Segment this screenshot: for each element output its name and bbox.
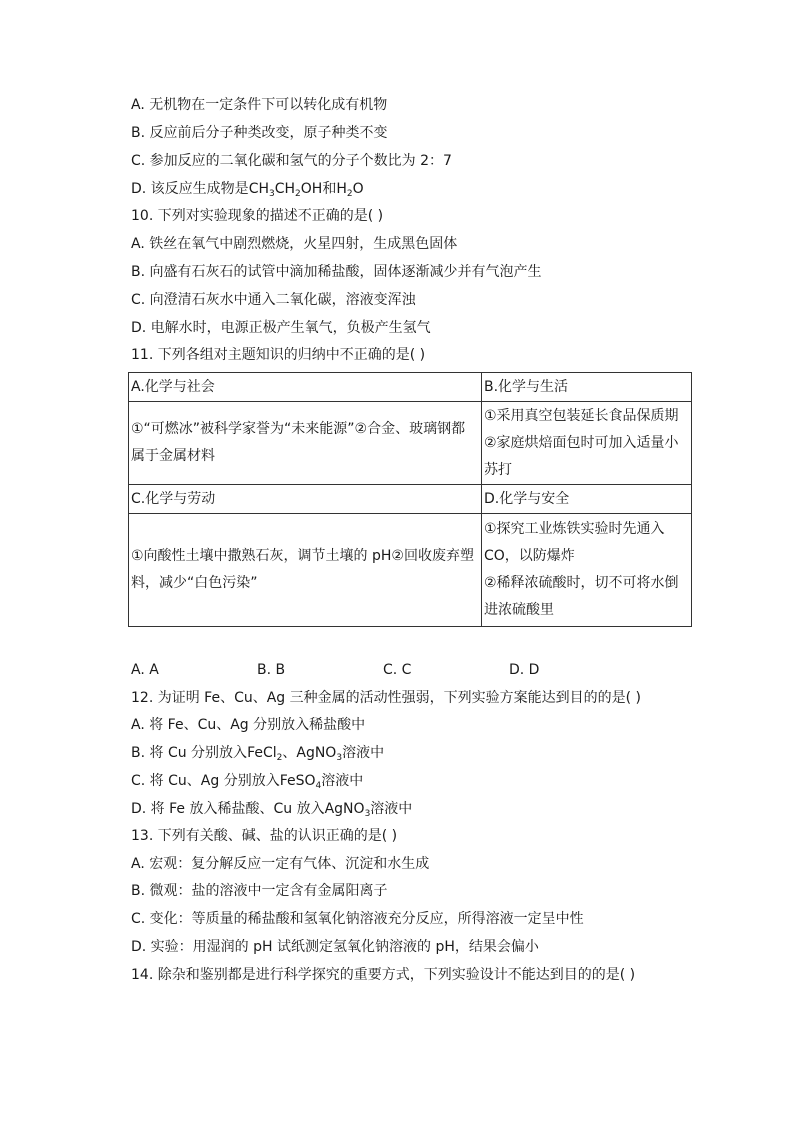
q11-option-d: D. D (509, 662, 540, 678)
q12-option-d-prefix: D. 将 Fe 放入稀盐酸、Cu 放入 (131, 801, 325, 817)
q10-stem: 10. 下列对实验现象的描述不正确的是( ) (131, 208, 384, 224)
q11-knowledge-table (128, 372, 692, 627)
q10-option-c: C. 向澄清石灰水中通入二氧化碳，溶液变浑浊 (131, 292, 416, 308)
formula-sub: 3 (364, 809, 371, 819)
q9-option-d-prefix: D. 该反应生成物是 (131, 181, 249, 197)
table-cell-d-head: D.化学与安全 (482, 485, 692, 514)
formula-sub: 2 (295, 189, 301, 199)
q11-option-b: B. B (257, 662, 286, 678)
q12-option-d-suffix: 溶液中 (370, 801, 413, 817)
q13-option-b: B. 微观：盐的溶液中一定含有金属阳离子 (131, 883, 388, 899)
q13-option-d: D. 实验：用湿润的 pH 试纸测定氢氧化钠溶液的 pH，结果会偏小 (131, 939, 539, 955)
q11-stem: 11. 下列各组对主题知识的归纳中不正确的是( ) (131, 347, 426, 363)
q9-option-d (131, 180, 364, 198)
conjunction: 和 (322, 181, 337, 197)
formula-sub: 2 (276, 753, 283, 763)
formula-part: H (336, 181, 347, 197)
table-cell-b-line1: ①采用真空包装延长食品保质期 (484, 407, 679, 424)
table-cell-c-head: C.化学与劳动 (129, 485, 482, 514)
q12-option-b (131, 744, 384, 762)
table-cell-a-body: ①“可燃冰”被科学家誉为“未来能源”②合金、玻璃钢都属于金属材料 (129, 402, 482, 485)
formula-part: AgNO (324, 801, 365, 817)
q11-options (131, 661, 635, 679)
formula-ethanol (249, 181, 323, 197)
q11-option-c: C. C (383, 662, 412, 678)
q12-option-a: A. 将 Fe、Cu、Ag 分别放入稀盐酸中 (131, 717, 366, 733)
q12-option-d (131, 800, 412, 818)
formula-sub: 4 (315, 781, 322, 791)
q9-option-a: A. 无机物在一定条件下可以转化成有机物 (131, 97, 388, 113)
table-cell-c-body: ①向酸性土壤中撒熟石灰，调节土壤的 pH②回收废弃塑料，减少“白色污染” (129, 514, 482, 627)
separator: 、 (282, 745, 297, 761)
formula-sub: 3 (269, 189, 275, 199)
q13-option-c: C. 变化：等质量的稀盐酸和氢氧化钠溶液充分反应，所得溶液一定呈中性 (131, 911, 584, 927)
table-cell-b-line2: ②家庭烘焙面包时可加入适量小苏打 (484, 434, 679, 478)
q12-option-c (131, 772, 363, 790)
q10-option-b: B. 向盛有石灰石的试管中滴加稀盐酸，固体逐渐减少并有气泡产生 (131, 264, 542, 280)
q12-stem: 12. 为证明 Fe、Cu、Ag 三种金属的活动性强弱，下列实验方案能达到目的的是( ) (131, 690, 642, 706)
q9-option-b: B. 反应前后分子种类改变，原子种类不变 (131, 125, 388, 141)
q10-option-a: A. 铁丝在氧气中剧烈燃烧，火星四射，生成黑色固体 (131, 236, 458, 252)
formula-part: OH (300, 181, 323, 197)
formula-part: AgNO (296, 745, 337, 761)
table-cell-b-body (482, 402, 692, 485)
table-cell-d-line1: ①探究工业炼铁实验时先通入 CO，以防爆炸 (484, 521, 665, 564)
q14-stem: 14. 除杂和鉴别都是进行科学探究的重要方式，下列实验设计不能达到目的的是( ) (131, 967, 636, 983)
q12-option-b-suffix: 溶液中 (342, 745, 385, 761)
q11-option-a: A. A (131, 662, 159, 678)
table-cell-d-body (482, 514, 692, 627)
formula-part: CH (248, 181, 269, 197)
table-cell-b-head: B.化学与生活 (482, 373, 692, 402)
formula-water (336, 181, 363, 197)
q10-option-d: D. 电解水时，电源正极产生氧气，负极产生氢气 (131, 320, 431, 336)
formula-part: CH (274, 181, 296, 197)
q9-option-c: C. 参加反应的二氧化碳和氢气的分子个数比为 2：7 (131, 153, 452, 169)
table-cell-d-line2: ②稀释浓硫酸时，切不可将水倒进浓硫酸里 (484, 575, 679, 618)
formula-part: FeCl (247, 745, 277, 761)
q13-stem: 13. 下列有关酸、碱、盐的认识正确的是( ) (131, 828, 398, 844)
table-cell-a-head: A.化学与社会 (129, 373, 482, 402)
formula-part: O (352, 181, 364, 197)
formula-part: FeSO (279, 773, 316, 789)
q12-option-b-prefix: B. 将 Cu 分别放入 (131, 745, 248, 761)
q12-option-c-prefix: C. 将 Cu、Ag 分别放入 (131, 773, 280, 789)
q12-option-c-suffix: 溶液中 (321, 773, 364, 789)
formula-sub: 2 (346, 189, 353, 199)
q13-option-a: A. 宏观：复分解反应一定有气体、沉淀和水生成 (131, 856, 430, 872)
formula-sub: 3 (336, 753, 343, 763)
